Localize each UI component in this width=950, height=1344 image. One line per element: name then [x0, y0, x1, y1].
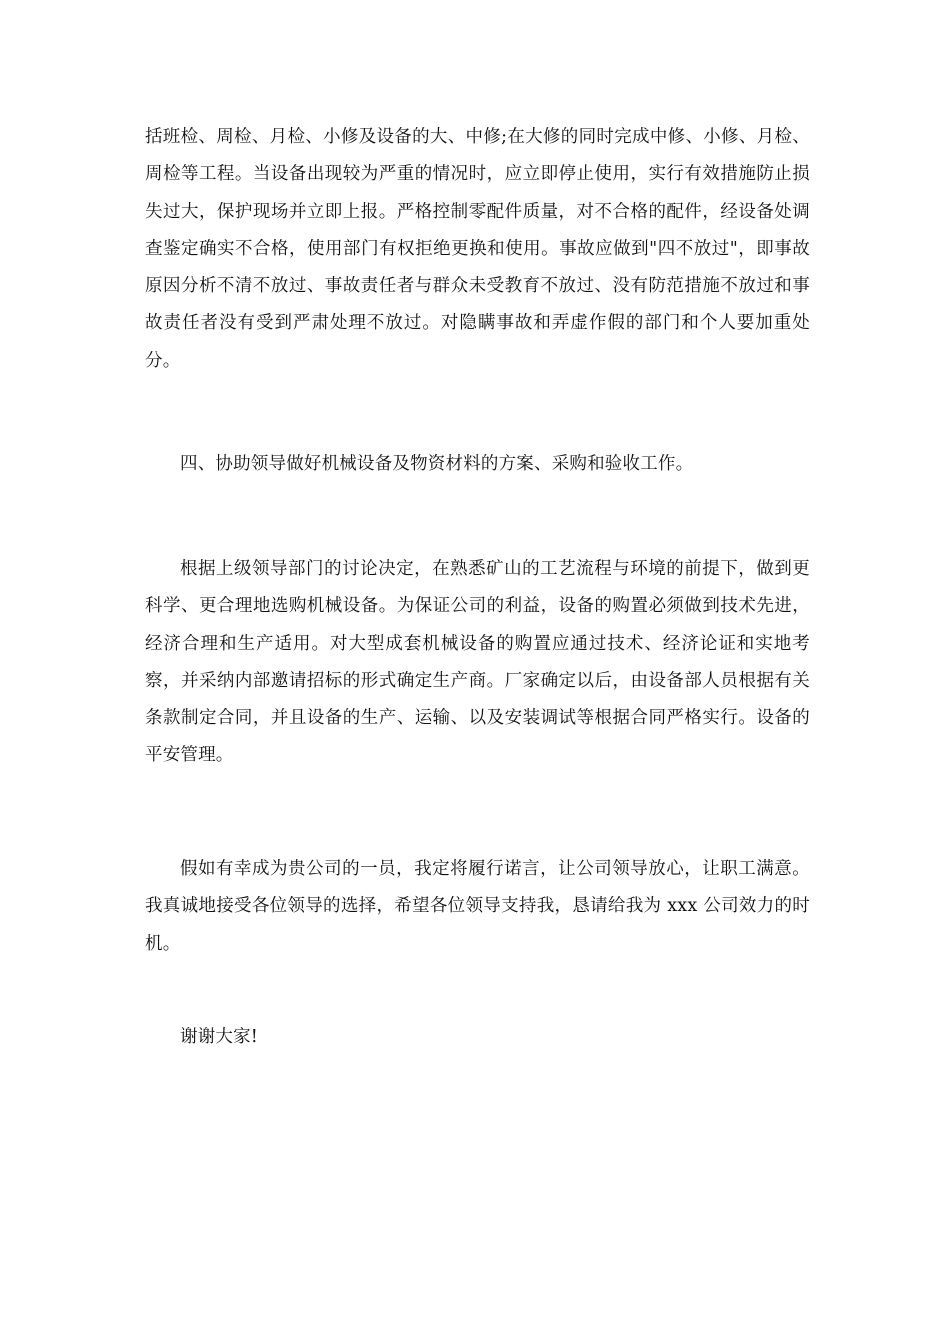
paragraph-procurement: 根据上级领导部门的讨论决定，在熟悉矿山的工艺流程与环境的前提下，做到更科学、更合理地选购机械设备。为保证公司的利益，设备的购置必须做到技术先进，经济合理和生产适用。对大型成套机械设备的购置应通过技术、经济论证和实地考察，并采纳内部邀请招标的形式确定生产商。厂家确定以后，由设备部人员根据有关条款制定合同，并且设备的生产、运输、以及安装调试等根据合同严格实行。设备的平安管理。: [145, 559, 810, 766]
paragraph-thanks: 谢谢大家!: [180, 1027, 259, 1047]
paragraph-commitment: 假如有幸成为贵公司的一员，我定将履行诺言，让公司领导放心，让职工满意。我真诚地接受各位领导的选择，希望各位领导支持我，恳请给我为 xxx 公司效力的时机。: [145, 859, 810, 954]
paragraph-maintenance-rules: 括班检、周检、月检、小修及设备的大、中修;在大修的同时完成中修、小修、月检、周检等工程。当设备出现较为严重的情况时，应立即停止使用，实行有效措施防止损失过大，保护现场并立即上报。严格控制零配件质量，对不合格的配件，经设备处调查鉴定确实不合格，使用部门有权拒绝更换和使用。事故应做到"四不放过"，即事故原因分析不清不放过、事故责任者与群众未受教育不放过、没有防范措施不放过和事故责任者没有受到严肃处理不放过。对隐瞒事故和弄虚作假的部门和个人要加重处分。: [145, 127, 810, 371]
section-heading-four: 四、协助领导做好机械设备及物资材料的方案、采购和验收工作。: [180, 454, 694, 474]
